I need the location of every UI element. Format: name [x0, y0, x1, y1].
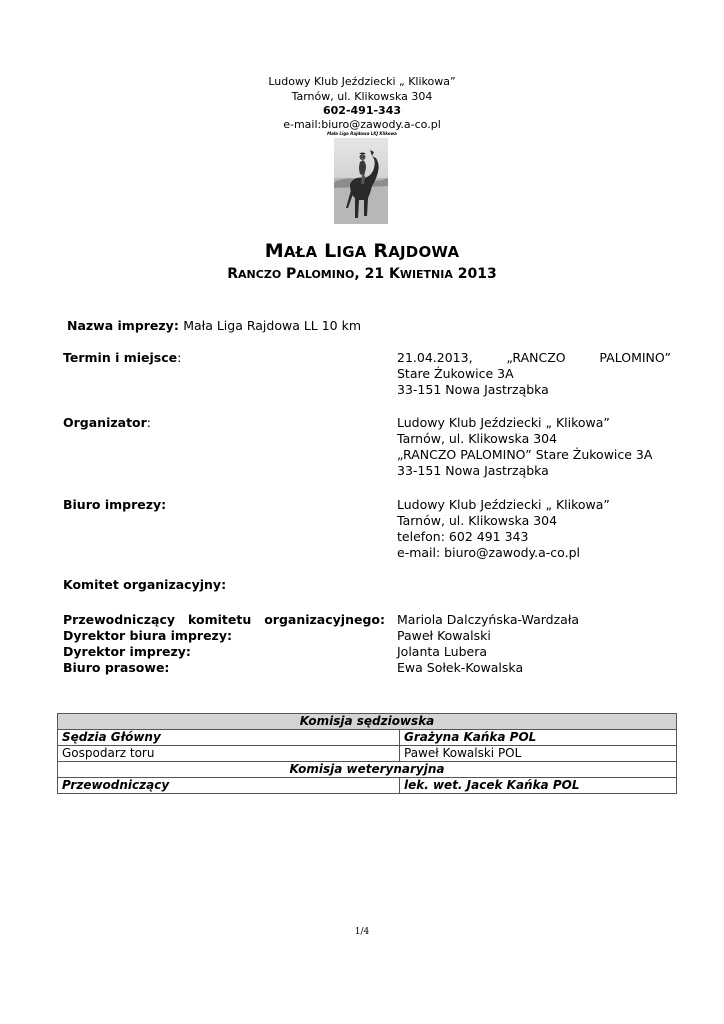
vet-chair-value: lek. wet. Jacek Kańka POL: [400, 778, 677, 794]
organizer-label: Organizator:: [63, 415, 152, 430]
office-director-value: Paweł Kowalski: [397, 628, 491, 643]
organizer-line: 33-151 Nowa Jastrząbka: [397, 463, 549, 478]
club-phone: 602-491-343: [322, 104, 401, 117]
judges-heading: Komisja sędziowska: [58, 714, 677, 730]
event-office-line: Tarnów, ul. Klikowska 304: [397, 513, 558, 528]
vet-heading: Komisja weterynaryjna: [58, 762, 677, 778]
photo-caption: Mała Liga Rajdowa LKJ Klikowa: [327, 131, 397, 136]
club-name: Ludowy Klub Jeździecki „ Klikowa”: [268, 75, 456, 88]
chief-judge-value: Grażyna Kańka POL: [400, 730, 677, 746]
vet-chair-label: Przewodniczący: [58, 778, 400, 794]
date-place-line3: 33-151 Nowa Jastrząbka: [397, 382, 549, 397]
event-director-value: Jolanta Lubera: [397, 644, 488, 659]
officials-table: [57, 713, 677, 794]
event-name-row: [67, 318, 361, 334]
event-director-label: Dyrektor imprezy:: [63, 644, 191, 659]
event-office-label: Biuro imprezy:: [63, 497, 167, 512]
event-office-line: telefon: 602 491 343: [397, 529, 529, 544]
event-office-line: Ludowy Klub Jeździecki „ Klikowa”: [397, 497, 610, 512]
date-place-line2: Stare Żukowice 3A: [397, 366, 514, 381]
organizer-line: Ludowy Klub Jeździecki „ Klikowa”: [397, 415, 610, 430]
event-name-value: Mała Liga Rajdowa LL 10 km: [183, 318, 362, 333]
club-address: Tarnów, ul. Klikowska 304: [291, 90, 433, 103]
document-title: MAŁA LIGA RAJDOWA: [264, 240, 460, 262]
table-row: [58, 714, 677, 730]
date-place-line1: 21.04.2013, „RANCZO PALOMINO”: [397, 350, 671, 365]
office-director-label: Dyrektor biura imprezy:: [63, 628, 232, 643]
table-row: [58, 746, 677, 762]
committee-chair-value: Mariola Dalczyńska-Wardzała: [397, 612, 580, 627]
date-place-label: Termin i miejsce:: [63, 350, 182, 365]
document-subtitle: RANCZO PALOMINO, 21 KWIETNIA 2013: [227, 266, 497, 282]
horse-rider-photo: [334, 138, 388, 224]
table-row: [58, 762, 677, 778]
organizer-line: „RANCZO PALOMINO” Stare Żukowice 3A: [397, 447, 653, 462]
page-number: 1/4: [354, 927, 370, 937]
organizer-line: Tarnów, ul. Klikowska 304: [397, 431, 558, 446]
course-host-label: Gospodarz toru: [58, 746, 400, 762]
press-office-value: Ewa Sołek-Kowalska: [397, 660, 524, 675]
event-office-line: e-mail: biuro@zawody.a-co.pl: [397, 545, 580, 560]
committee-chair-label: Przewodniczący komitetu organizacyjnego:: [63, 612, 385, 627]
press-office-label: Biuro prasowe:: [63, 660, 170, 675]
event-name-label: Nazwa imprezy:: [67, 318, 179, 333]
chief-judge-label: Sędzia Główny: [58, 730, 400, 746]
committee-heading: Komitet organizacyjny:: [63, 577, 227, 592]
club-email: e-mail:biuro@zawody.a-co.pl: [283, 118, 441, 131]
table-row: [58, 778, 677, 794]
table-row: [58, 730, 677, 746]
course-host-value: Paweł Kowalski POL: [400, 746, 677, 762]
